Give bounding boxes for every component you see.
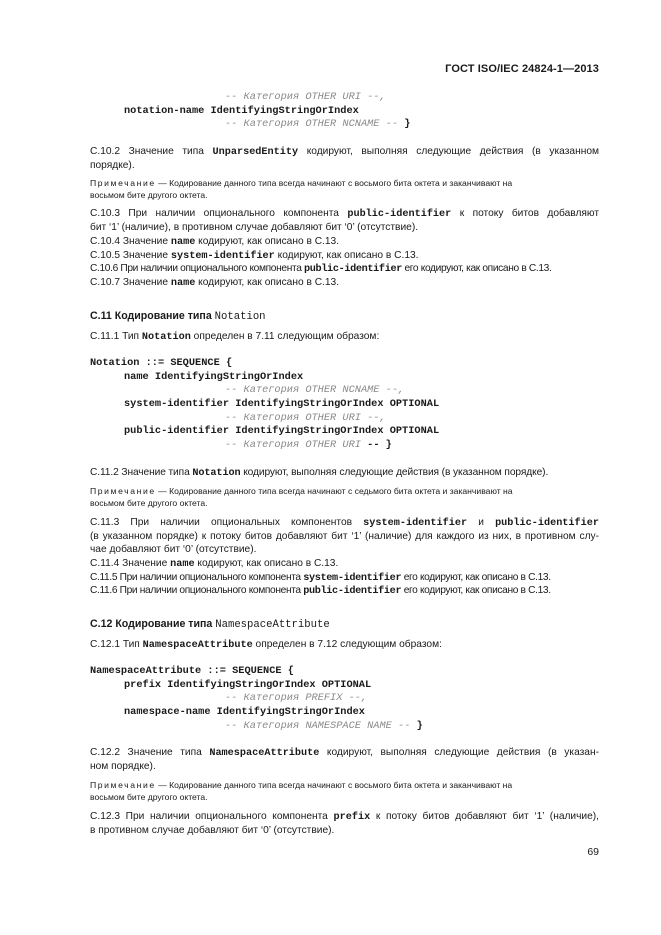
page-number: 69: [587, 846, 599, 858]
page-header: ГОСТ ISO/IEC 24824-1—2013: [445, 63, 599, 75]
code-comment: -- Категория OTHER URI -- }: [225, 439, 392, 451]
paragraph-c11-1: С.11.1 Тип Notation определен в 7.11 следующим образом:: [90, 331, 380, 343]
note-1-cont: восьмом бите другого октета.: [90, 190, 208, 200]
paragraph-c12-3: С.12.3 При наличии опционального компонента prefix к потоку битов добавляют бит ‘1’ (наличие),: [90, 811, 600, 823]
note-3: Примечание — Кодирование данного типа всегда начинают с восьмого бита октета и заканчивают на: [90, 780, 513, 790]
paragraph-c10-3-cont: бит ‘1’ (наличие), в противном случае добавляют бит ‘0’ (отсутствие).: [90, 222, 419, 233]
section-heading-c12: С.12 Кодирование типа NamespaceAttribute: [90, 618, 330, 631]
code-comment: -- Категория OTHER URI --,: [225, 91, 386, 103]
paragraph-c10-4: С.10.4 Значение name кодируют, как описано в С.13.: [90, 236, 340, 248]
code-line: notation-name IdentifyingStringOrIndex: [124, 105, 359, 117]
code-line: name IdentifyingStringOrIndex: [124, 371, 304, 383]
paragraph-c12-2-cont: ном порядке).: [90, 761, 156, 772]
paragraph-c11-3-cont2: чае добавляют бит ‘0’ (отсутствие).: [90, 544, 257, 555]
paragraph-c10-6: С.10.6 При наличии опционального компонента public-identifier его кодируют, как описано в С.13.: [90, 263, 552, 275]
code-comment: -- Категория NAMESPACE NAME -- }: [225, 720, 423, 732]
code-comment: -- Категория OTHER NCNAME -- }: [225, 118, 411, 130]
note-3-cont: восьмом бите другого октета.: [90, 792, 208, 802]
section-heading-c11: С.11 Кодирование типа Notation: [90, 310, 266, 323]
paragraph-c12-3-cont: в противном случае добавляют бит ‘0’ (отсутствие).: [90, 825, 335, 836]
paragraph-c10-3: С.10.3 При наличии опционального компонента public-identifier к потоку битов добавляют: [90, 208, 600, 220]
note-1: Примечание — Кодирование данного типа всегда начинают с восьмого бита октета и заканчивают на: [90, 178, 513, 188]
code-line: namespace-name IdentifyingStringOrIndex: [124, 706, 365, 718]
paragraph-c11-6: С.11.6 При наличии опционального компонента public-identifier его кодируют, как описано в С.13.: [90, 585, 551, 597]
code-line: Notation ::= SEQUENCE {: [90, 357, 233, 369]
paragraph-c12-1: С.12.1 Тип NamespaceAttribute определен в 7.12 следующим образом:: [90, 639, 442, 651]
paragraph-c10-7: С.10.7 Значение name кодируют, как описано в С.13.: [90, 277, 340, 289]
code-line: public-identifier IdentifyingStringOrIndex OPTIONAL: [124, 425, 440, 437]
paragraph-c11-3: С.11.3 При наличии опциональных компонентов system-identifier и public-identifier: [90, 517, 599, 529]
paragraph-c10-2-cont: порядке).: [90, 160, 135, 171]
paragraph-c11-3-cont: (в указанном порядке) к потоку битов добавляют бит ‘1’ (наличие) для каждого из них, в противном слу-: [90, 531, 599, 542]
code-line: system-identifier IdentifyingStringOrIndex OPTIONAL: [124, 398, 440, 410]
paragraph-c11-5: С.11.5 При наличии опционального компонента system-identifier его кодируют, как описано в С.13.: [90, 572, 551, 584]
paragraph-c11-4: С.11.4 Значение name кодируют, как описано в С.13.: [90, 558, 339, 570]
code-line: NamespaceAttribute ::= SEQUENCE {: [90, 665, 294, 677]
code-comment: -- Категория OTHER NCNAME --,: [225, 384, 405, 396]
paragraph-c12-2: С.12.2 Значение типа NamespaceAttribute кодируют, выполняя следующие действия (в указан-: [90, 747, 599, 759]
paragraph-c11-2: С.11.2 Значение типа Notation кодируют, выполняя следующие действия (в указанном порядке).: [90, 467, 549, 479]
note-2: Примечание — Кодирование данного типа всегда начинают с седьмого бита октета и заканчивают на: [90, 486, 513, 496]
code-comment: -- Категория OTHER URI --,: [225, 412, 386, 424]
code-comment: -- Категория PREFIX --,: [225, 692, 368, 704]
code-line: prefix IdentifyingStringOrIndex OPTIONAL: [124, 679, 372, 691]
note-2-cont: восьмом бите другого октета.: [90, 498, 208, 508]
paragraph-c10-2: С.10.2 Значение типа UnparsedEntity кодируют, выполняя следующие действия (в указанном: [90, 146, 599, 158]
paragraph-c10-5: С.10.5 Значение system-identifier кодируют, как описано в С.13.: [90, 250, 419, 262]
